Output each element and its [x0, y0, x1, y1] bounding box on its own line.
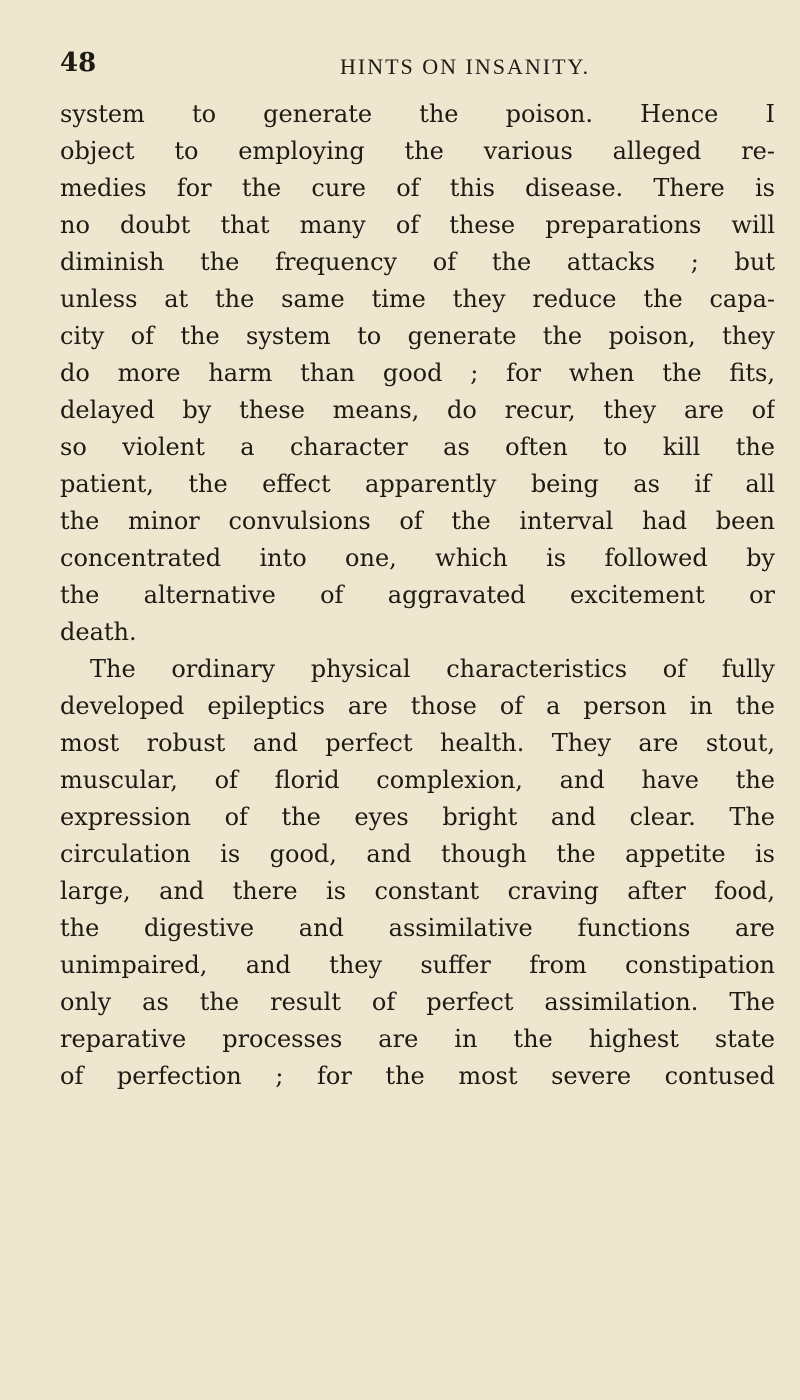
text-line: diminish the frequency of the attacks ; but [60, 248, 775, 276]
text-line: unless at the same time they reduce the capa- [60, 285, 775, 313]
text-line: concentrated into one, which is followed by [60, 544, 775, 572]
text-line: object to employing the various alleged re- [60, 137, 775, 165]
text-line: muscular, of florid complexion, and have the [60, 766, 775, 794]
running-head [60, 48, 740, 88]
text-line: death. [60, 618, 137, 646]
text-line: city of the system to generate the poison, they [60, 322, 775, 350]
text-line: patient, the effect apparently being as if all [60, 470, 775, 498]
text-line: of perfection ; for the most severe contused [60, 1062, 775, 1090]
text-line: most robust and perfect health. They are stout, [60, 729, 775, 757]
text-line: reparative processes are in the highest state [60, 1025, 775, 1053]
text-line: circulation is good, and though the appetite is [60, 840, 775, 868]
text-line: large, and there is constant craving after food, [60, 877, 775, 905]
text-line: do more harm than good ; for when the fits, [60, 359, 775, 387]
text-line: system to generate the poison. Hence I [60, 100, 775, 128]
text-line: the alternative of aggravated excitement or [60, 581, 775, 609]
text-line: no doubt that many of these preparations will [60, 211, 775, 239]
text-line: expression of the eyes bright and clear. The [60, 803, 775, 831]
text-line: developed epileptics are those of a person in the [60, 692, 775, 720]
paragraph [60, 651, 775, 1095]
paragraph [60, 96, 775, 651]
text-line: the digestive and assimilative functions are [60, 914, 775, 942]
text-line: The ordinary physical characteristics of fully [90, 655, 775, 683]
body-text [60, 96, 775, 1095]
text-line: the minor convulsions of the interval had been [60, 507, 775, 535]
text-line: delayed by these means, do recur, they are of [60, 396, 775, 424]
text-line: unimpaired, and they suffer from constipation [60, 951, 775, 979]
running-title: HINTS ON INSANITY. [340, 54, 591, 79]
text-line: medies for the cure of this disease. There is [60, 174, 775, 202]
text-line: only as the result of perfect assimilation. The [60, 988, 775, 1016]
page-number: 48 [60, 48, 97, 78]
text-line: so violent a character as often to kill the [60, 433, 775, 461]
